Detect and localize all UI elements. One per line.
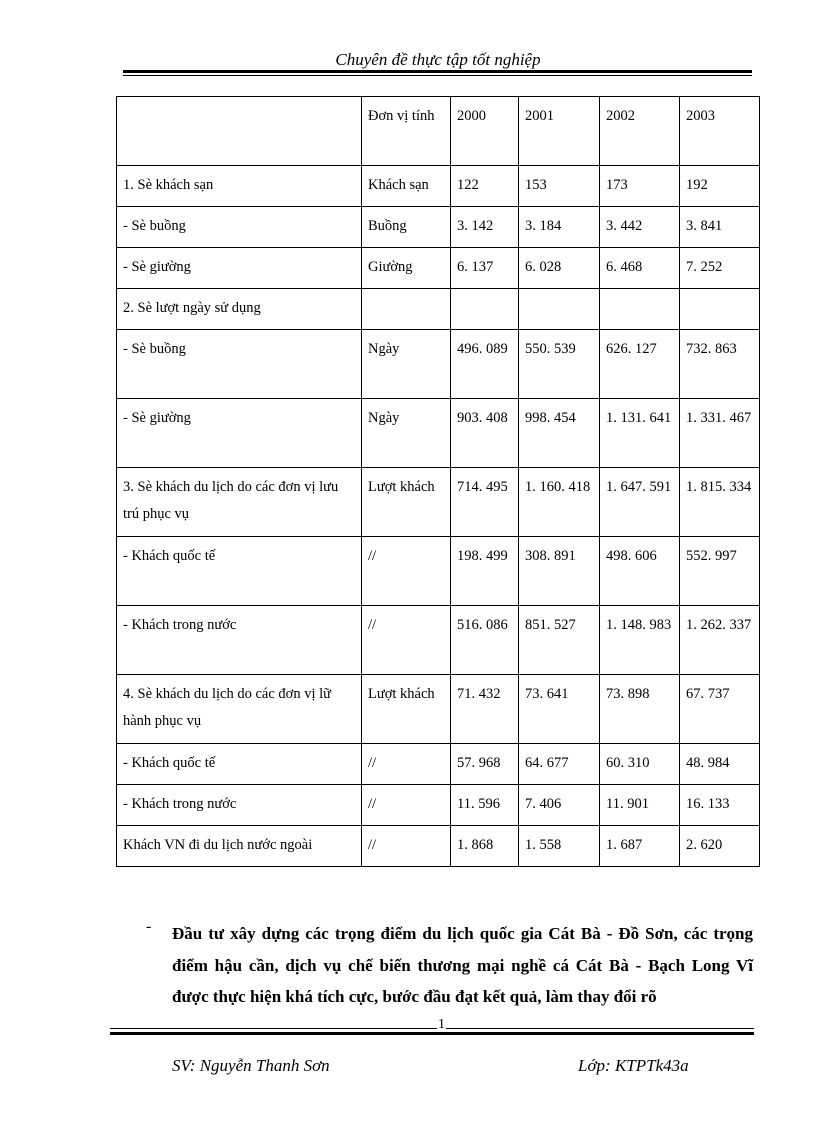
value-cell: 122 xyxy=(451,166,519,207)
value-cell: 3. 442 xyxy=(600,207,680,248)
row-label-cell: 3. Sè khách du lịch do các đơn vị lưu trú phục vụ xyxy=(117,468,362,537)
unit-cell xyxy=(362,289,451,330)
unit-cell: Lượt khách xyxy=(362,675,451,744)
value-cell: 3. 841 xyxy=(680,207,760,248)
value-cell: 903. 408 xyxy=(451,399,519,468)
footer-class: Lớp: KTPTk43a xyxy=(578,1056,689,1075)
unit-cell: Lượt khách xyxy=(362,468,451,537)
unit-cell: Giường xyxy=(362,248,451,289)
table-row xyxy=(117,166,760,207)
table-row xyxy=(117,537,760,606)
table-row xyxy=(117,399,760,468)
row-label-cell: - Sè giường xyxy=(117,399,362,468)
value-cell: 2002 xyxy=(600,97,680,166)
value-cell: 71. 432 xyxy=(451,675,519,744)
table-row xyxy=(117,744,760,785)
unit-cell: // xyxy=(362,606,451,675)
table-row xyxy=(117,207,760,248)
value-cell: 173 xyxy=(600,166,680,207)
value-cell: 16. 133 xyxy=(680,785,760,826)
value-cell: 550. 539 xyxy=(519,330,600,399)
value-cell: 67. 737 xyxy=(680,675,760,744)
value-cell: 6. 137 xyxy=(451,248,519,289)
unit-cell: // xyxy=(362,744,451,785)
unit-cell: Ngày xyxy=(362,399,451,468)
table-row xyxy=(117,248,760,289)
unit-cell: // xyxy=(362,826,451,867)
row-label-cell: - Khách quốc tế xyxy=(117,537,362,606)
row-label-cell: - Khách trong nước xyxy=(117,785,362,826)
value-cell: 11. 901 xyxy=(600,785,680,826)
value-cell: 714. 495 xyxy=(451,468,519,537)
page-header-title: Chuyên đề thực tập tốt nghiệp xyxy=(335,50,541,69)
value-cell: 626. 127 xyxy=(600,330,680,399)
row-label-cell: - Khách trong nước xyxy=(117,606,362,675)
page-number: 1 xyxy=(438,1017,445,1032)
table-row xyxy=(117,330,760,399)
value-cell: 11. 596 xyxy=(451,785,519,826)
statistics-table xyxy=(116,96,760,867)
value-cell: 2003 xyxy=(680,97,760,166)
value-cell: 1. 647. 591 xyxy=(600,468,680,537)
row-label-cell: 2. Sè lượt ngày sử dụng xyxy=(117,289,362,330)
row-label-cell: - Sè buồng xyxy=(117,330,362,399)
value-cell: 998. 454 xyxy=(519,399,600,468)
row-label-cell: - Sè buồng xyxy=(117,207,362,248)
value-cell: 308. 891 xyxy=(519,537,600,606)
table-header-row xyxy=(117,97,760,166)
value-cell: 60. 310 xyxy=(600,744,680,785)
value-cell: 153 xyxy=(519,166,600,207)
value-cell xyxy=(600,289,680,330)
value-cell xyxy=(680,289,760,330)
value-cell: 1. 687 xyxy=(600,826,680,867)
table-row xyxy=(117,675,760,744)
value-cell: 552. 997 xyxy=(680,537,760,606)
value-cell: 3. 184 xyxy=(519,207,600,248)
value-cell: 1. 331. 467 xyxy=(680,399,760,468)
unit-cell: // xyxy=(362,785,451,826)
value-cell: 1. 558 xyxy=(519,826,600,867)
value-cell: 73. 898 xyxy=(600,675,680,744)
table-row xyxy=(117,289,760,330)
value-cell: 2000 xyxy=(451,97,519,166)
value-cell: 192 xyxy=(680,166,760,207)
row-label-cell: - Khách quốc tế xyxy=(117,744,362,785)
row-label-cell xyxy=(117,97,362,166)
unit-cell: Đơn vị tính xyxy=(362,97,451,166)
value-cell: 6. 468 xyxy=(600,248,680,289)
unit-cell: // xyxy=(362,537,451,606)
value-cell: 2001 xyxy=(519,97,600,166)
value-cell: 7. 252 xyxy=(680,248,760,289)
table-row xyxy=(117,785,760,826)
header-rule-thick xyxy=(123,70,752,73)
value-cell: 2. 620 xyxy=(680,826,760,867)
value-cell: 1. 160. 418 xyxy=(519,468,600,537)
row-label-cell: - Sè giường xyxy=(117,248,362,289)
unit-cell: Buồng xyxy=(362,207,451,248)
row-label-cell: Khách VN đi du lịch nước ngoài xyxy=(117,826,362,867)
table-row xyxy=(117,606,760,675)
value-cell: 496. 089 xyxy=(451,330,519,399)
bullet-dash: - xyxy=(146,918,152,935)
value-cell: 851. 527 xyxy=(519,606,600,675)
value-cell: 6. 028 xyxy=(519,248,600,289)
value-cell: 516. 086 xyxy=(451,606,519,675)
header-rule-thin xyxy=(123,75,752,76)
value-cell: 64. 677 xyxy=(519,744,600,785)
value-cell: 3. 142 xyxy=(451,207,519,248)
footer-rule-thin xyxy=(110,1028,754,1029)
value-cell: 1. 815. 334 xyxy=(680,468,760,537)
value-cell: 1. 868 xyxy=(451,826,519,867)
footer-rule-thick xyxy=(110,1032,754,1035)
value-cell: 1. 148. 983 xyxy=(600,606,680,675)
value-cell xyxy=(519,289,600,330)
value-cell xyxy=(451,289,519,330)
footer-student-name: SV: Nguyễn Thanh Sơn xyxy=(172,1056,330,1075)
table-row xyxy=(117,826,760,867)
value-cell: 57. 968 xyxy=(451,744,519,785)
row-label-cell: 4. Sè khách du lịch do các đơn vị lữ hành phục vụ xyxy=(117,675,362,744)
value-cell: 7. 406 xyxy=(519,785,600,826)
value-cell: 732. 863 xyxy=(680,330,760,399)
row-label-cell: 1. Sè khách sạn xyxy=(117,166,362,207)
unit-cell: Ngày xyxy=(362,330,451,399)
value-cell: 498. 606 xyxy=(600,537,680,606)
table-row xyxy=(117,468,760,537)
value-cell: 73. 641 xyxy=(519,675,600,744)
unit-cell: Khách sạn xyxy=(362,166,451,207)
value-cell: 198. 499 xyxy=(451,537,519,606)
value-cell: 48. 984 xyxy=(680,744,760,785)
body-paragraph: Đầu tư xây dựng các trọng điểm du lịch quốc gia Cát Bà - Đồ Sơn, các trọng điểm hậu cần, dịch vụ chế biến thương mại nghề cá Cát Bà - Bạch Long Vĩ được thực hiện khá tích cực, bước đầu đạt kết quả, làm thay đổi rõ xyxy=(172,924,753,1006)
value-cell: 1. 131. 641 xyxy=(600,399,680,468)
value-cell: 1. 262. 337 xyxy=(680,606,760,675)
